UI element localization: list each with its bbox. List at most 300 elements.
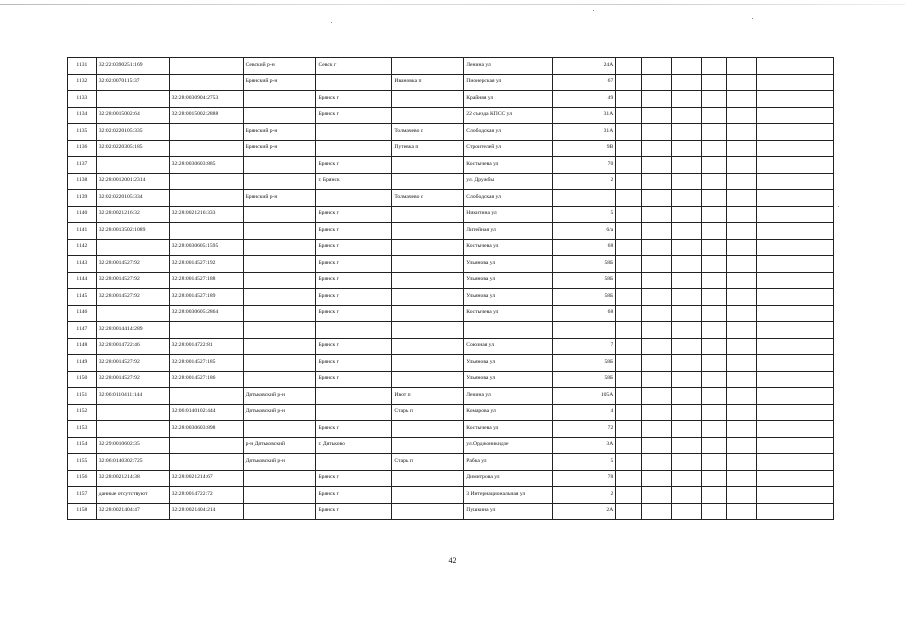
street-cell: Строителей ул <box>464 140 552 157</box>
empty-cell <box>671 107 702 124</box>
city-cell <box>316 322 392 339</box>
empty-cell <box>641 74 671 91</box>
empty-cell <box>727 91 757 108</box>
empty-cell <box>671 157 702 174</box>
empty-cell <box>641 190 671 207</box>
empty-cell <box>756 124 833 141</box>
settlement-cell <box>392 107 464 124</box>
district-cell <box>243 289 316 306</box>
empty-cell <box>671 305 702 322</box>
street-cell: Ульянова ул <box>464 371 552 388</box>
empty-cell <box>616 239 642 256</box>
street-cell <box>464 322 552 339</box>
empty-cell <box>727 355 757 372</box>
empty-cell <box>641 371 671 388</box>
cadastral-number-cell: 32:28:0014722:46 <box>96 338 169 355</box>
registry-table <box>67 57 834 520</box>
empty-cell <box>702 58 727 75</box>
cadastral-number-cell <box>96 239 169 256</box>
settlement-cell: Старь п <box>392 404 464 421</box>
empty-cell <box>641 454 671 471</box>
empty-cell <box>641 338 671 355</box>
empty-cell <box>702 371 727 388</box>
empty-cell <box>702 487 727 504</box>
street-cell: Костычева ул <box>464 421 552 438</box>
table-row <box>68 487 834 504</box>
city-cell <box>316 454 392 471</box>
street-cell: Ульянова ул <box>464 256 552 273</box>
empty-cell <box>671 437 702 454</box>
empty-cell <box>727 322 757 339</box>
settlement-cell <box>392 157 464 174</box>
empty-cell <box>702 74 727 91</box>
district-cell <box>243 206 316 223</box>
cadastral-number-cell: 32:28:0014414:289 <box>96 322 169 339</box>
street-cell: Ленина ул <box>464 388 552 405</box>
empty-cell <box>616 74 642 91</box>
city-cell: Брянск г <box>316 289 392 306</box>
registry-table-body <box>68 58 834 520</box>
empty-cell <box>727 503 757 520</box>
empty-cell <box>702 272 727 289</box>
city-cell: Брянск г <box>316 272 392 289</box>
empty-cell <box>702 256 727 273</box>
row-number-cell: 1131 <box>68 58 97 75</box>
settlement-cell <box>392 305 464 322</box>
building-cadastral-cell: 32:28:0030605:2864 <box>169 305 243 322</box>
city-cell: Брянск г <box>316 256 392 273</box>
district-cell <box>243 239 316 256</box>
scan-speck <box>838 206 839 207</box>
district-cell <box>243 421 316 438</box>
empty-cell <box>641 404 671 421</box>
house-number-cell <box>552 190 616 207</box>
row-number-cell: 1151 <box>68 388 97 405</box>
empty-cell <box>702 338 727 355</box>
cadastral-number-cell: 32:28:0014527:92 <box>96 289 169 306</box>
cadastral-number-cell <box>96 305 169 322</box>
empty-cell <box>727 256 757 273</box>
district-cell: Дятьковский р-н <box>243 388 316 405</box>
row-number-cell: 1150 <box>68 371 97 388</box>
empty-cell <box>727 404 757 421</box>
empty-cell <box>756 404 833 421</box>
building-cadastral-cell: 32:28:0014527:189 <box>169 289 243 306</box>
district-cell <box>243 305 316 322</box>
house-number-cell: 68 <box>552 239 616 256</box>
empty-cell <box>702 355 727 372</box>
empty-cell <box>671 124 702 141</box>
empty-cell <box>756 272 833 289</box>
street-cell: 3 Интернациональная ул <box>464 487 552 504</box>
table-row <box>68 388 834 405</box>
building-cadastral-cell: 32:28:0014527:188 <box>169 272 243 289</box>
empty-cell <box>756 487 833 504</box>
empty-cell <box>616 140 642 157</box>
row-number-cell: 1157 <box>68 487 97 504</box>
table-row <box>68 338 834 355</box>
empty-cell <box>702 388 727 405</box>
street-cell: Рабка ул <box>464 454 552 471</box>
scan-speck <box>593 10 594 11</box>
cadastral-number-cell: 32:29:0010602:35 <box>96 437 169 454</box>
empty-cell <box>756 322 833 339</box>
row-number-cell: 1148 <box>68 338 97 355</box>
house-number-cell <box>552 322 616 339</box>
empty-cell <box>671 322 702 339</box>
street-cell: Костычева ул <box>464 239 552 256</box>
cadastral-number-cell: 32:06:0140302:725 <box>96 454 169 471</box>
table-row <box>68 173 834 190</box>
row-number-cell: 1146 <box>68 305 97 322</box>
empty-cell <box>756 454 833 471</box>
empty-cell <box>641 503 671 520</box>
empty-cell <box>727 223 757 240</box>
table-row <box>68 437 834 454</box>
settlement-cell <box>392 338 464 355</box>
empty-cell <box>702 223 727 240</box>
empty-cell <box>671 140 702 157</box>
empty-cell <box>671 74 702 91</box>
empty-cell <box>727 58 757 75</box>
empty-cell <box>756 91 833 108</box>
cadastral-number-cell: 32:02:0070115:37 <box>96 74 169 91</box>
table-row <box>68 91 834 108</box>
empty-cell <box>671 206 702 223</box>
building-cadastral-cell: 32:28:0014527:185 <box>169 355 243 372</box>
table-row <box>68 503 834 520</box>
empty-cell <box>702 503 727 520</box>
empty-cell <box>671 371 702 388</box>
empty-cell <box>756 58 833 75</box>
table-row <box>68 140 834 157</box>
empty-cell <box>756 206 833 223</box>
city-cell: г. Брянск <box>316 173 392 190</box>
empty-cell <box>702 91 727 108</box>
district-cell <box>243 223 316 240</box>
house-number-cell: 49 <box>552 91 616 108</box>
settlement-cell <box>392 272 464 289</box>
building-cadastral-cell: 32:28:0014722:72 <box>169 487 243 504</box>
building-cadastral-cell <box>169 388 243 405</box>
empty-cell <box>702 421 727 438</box>
district-cell <box>243 487 316 504</box>
district-cell: Брянский р-н <box>243 74 316 91</box>
house-number-cell: 7 <box>552 338 616 355</box>
empty-cell <box>756 289 833 306</box>
empty-cell <box>641 173 671 190</box>
street-cell: Костычева ул <box>464 157 552 174</box>
empty-cell <box>727 107 757 124</box>
building-cadastral-cell <box>169 190 243 207</box>
building-cadastral-cell <box>169 454 243 471</box>
empty-cell <box>756 437 833 454</box>
cadastral-number-cell <box>96 404 169 421</box>
table-row <box>68 272 834 289</box>
row-number-cell: 1142 <box>68 239 97 256</box>
empty-cell <box>727 140 757 157</box>
street-cell: 22 съезда КПСС ул <box>464 107 552 124</box>
house-number-cell: 58Б <box>552 272 616 289</box>
empty-cell <box>616 157 642 174</box>
house-number-cell: 2 <box>552 173 616 190</box>
cadastral-number-cell: 32:28:0014527:92 <box>96 272 169 289</box>
empty-cell <box>616 173 642 190</box>
settlement-cell: Толмачево с <box>392 124 464 141</box>
empty-cell <box>671 421 702 438</box>
city-cell: Брянск г <box>316 223 392 240</box>
empty-cell <box>756 223 833 240</box>
settlement-cell: Ивановка п <box>392 74 464 91</box>
building-cadastral-cell <box>169 74 243 91</box>
scan-edge-line <box>0 4 905 5</box>
empty-cell <box>727 272 757 289</box>
house-number-cell: 72 <box>552 421 616 438</box>
building-cadastral-cell: 32:06:0140102:444 <box>169 404 243 421</box>
table-row <box>68 256 834 273</box>
settlement-cell <box>392 91 464 108</box>
city-cell <box>316 140 392 157</box>
house-number-cell: 58Б <box>552 289 616 306</box>
street-cell: ул.Орджоникидзе <box>464 437 552 454</box>
house-number-cell: 2 <box>552 487 616 504</box>
empty-cell <box>727 437 757 454</box>
row-number-cell: 1134 <box>68 107 97 124</box>
empty-cell <box>641 355 671 372</box>
building-cadastral-cell: 32:28:0014527:186 <box>169 371 243 388</box>
empty-cell <box>671 338 702 355</box>
city-cell: Брянск г <box>316 371 392 388</box>
empty-cell <box>756 256 833 273</box>
row-number-cell: 1156 <box>68 470 97 487</box>
cadastral-number-cell: 32:28:0021214:38 <box>96 470 169 487</box>
empty-cell <box>616 223 642 240</box>
settlement-cell <box>392 470 464 487</box>
empty-cell <box>727 388 757 405</box>
table-row <box>68 454 834 471</box>
empty-cell <box>641 421 671 438</box>
empty-cell <box>671 223 702 240</box>
empty-cell <box>671 487 702 504</box>
empty-cell <box>702 206 727 223</box>
empty-cell <box>756 157 833 174</box>
empty-cell <box>641 157 671 174</box>
building-cadastral-cell: 32:28:0021214:67 <box>169 470 243 487</box>
empty-cell <box>616 305 642 322</box>
house-number-cell: 3А <box>552 437 616 454</box>
settlement-cell: Старь п <box>392 454 464 471</box>
settlement-cell <box>392 322 464 339</box>
row-number-cell: 1136 <box>68 140 97 157</box>
house-number-cell: 105А <box>552 388 616 405</box>
empty-cell <box>616 454 642 471</box>
building-cadastral-cell: 32:28:0014722:81 <box>169 338 243 355</box>
empty-cell <box>727 289 757 306</box>
settlement-cell: Путевка п <box>392 140 464 157</box>
empty-cell <box>616 107 642 124</box>
empty-cell <box>702 157 727 174</box>
empty-cell <box>641 91 671 108</box>
empty-cell <box>671 91 702 108</box>
table-row <box>68 206 834 223</box>
settlement-cell <box>392 289 464 306</box>
building-cadastral-cell <box>169 322 243 339</box>
building-cadastral-cell: 32:28:0030603:885 <box>169 157 243 174</box>
empty-cell <box>727 470 757 487</box>
empty-cell <box>671 239 702 256</box>
house-number-cell: 70 <box>552 157 616 174</box>
table-row <box>68 124 834 141</box>
empty-cell <box>641 437 671 454</box>
cadastral-number-cell <box>96 91 169 108</box>
building-cadastral-cell: 32:28:0030603:898 <box>169 421 243 438</box>
empty-cell <box>727 338 757 355</box>
empty-cell <box>671 289 702 306</box>
building-cadastral-cell <box>169 140 243 157</box>
district-cell: Брянский р-н <box>243 124 316 141</box>
house-number-cell: 31А <box>552 107 616 124</box>
empty-cell <box>756 470 833 487</box>
street-cell: Союзная ул <box>464 338 552 355</box>
settlement-cell <box>392 58 464 75</box>
table-row <box>68 58 834 75</box>
settlement-cell <box>392 223 464 240</box>
building-cadastral-cell <box>169 58 243 75</box>
page-number: 42 <box>448 556 457 565</box>
empty-cell <box>756 107 833 124</box>
empty-cell <box>727 157 757 174</box>
district-cell <box>243 173 316 190</box>
empty-cell <box>616 322 642 339</box>
district-cell <box>243 256 316 273</box>
city-cell: Брянск г <box>316 338 392 355</box>
cadastral-number-cell: 32:28:0014527:92 <box>96 256 169 273</box>
street-cell: Слободская ул <box>464 124 552 141</box>
empty-cell <box>616 124 642 141</box>
settlement-cell <box>392 239 464 256</box>
street-cell: Пушкина ул <box>464 503 552 520</box>
empty-cell <box>641 107 671 124</box>
district-cell <box>243 272 316 289</box>
district-cell: Брянский р-н <box>243 190 316 207</box>
empty-cell <box>616 437 642 454</box>
empty-cell <box>671 355 702 372</box>
table-row <box>68 190 834 207</box>
building-cadastral-cell <box>169 173 243 190</box>
settlement-cell <box>392 173 464 190</box>
settlement-cell <box>392 503 464 520</box>
district-cell <box>243 322 316 339</box>
cadastral-number-cell: 32:28:0013502:1089 <box>96 223 169 240</box>
city-cell: Брянск г <box>316 355 392 372</box>
cadastral-number-cell: 32:02:0220105:335 <box>96 124 169 141</box>
district-cell: Севский р-н <box>243 58 316 75</box>
empty-cell <box>616 272 642 289</box>
empty-cell <box>702 173 727 190</box>
empty-cell <box>641 239 671 256</box>
street-cell: Ленина ул <box>464 58 552 75</box>
empty-cell <box>756 371 833 388</box>
settlement-cell <box>392 206 464 223</box>
empty-cell <box>671 454 702 471</box>
city-cell: Брянск г <box>316 91 392 108</box>
empty-cell <box>616 338 642 355</box>
empty-cell <box>702 404 727 421</box>
empty-cell <box>727 74 757 91</box>
street-cell: Комарова ул <box>464 404 552 421</box>
settlement-cell <box>392 355 464 372</box>
empty-cell <box>641 470 671 487</box>
building-cadastral-cell <box>169 223 243 240</box>
district-cell <box>243 107 316 124</box>
table-row <box>68 74 834 91</box>
row-number-cell: 1149 <box>68 355 97 372</box>
table-row <box>68 421 834 438</box>
row-number-cell: 1144 <box>68 272 97 289</box>
city-cell: Брянск г <box>316 503 392 520</box>
street-cell: Димитрова ул <box>464 470 552 487</box>
table-row <box>68 289 834 306</box>
city-cell: Севск г <box>316 58 392 75</box>
house-number-cell: 24А <box>552 58 616 75</box>
empty-cell <box>616 503 642 520</box>
empty-cell <box>671 470 702 487</box>
row-number-cell: 1141 <box>68 223 97 240</box>
row-number-cell: 1152 <box>68 404 97 421</box>
row-number-cell: 1139 <box>68 190 97 207</box>
district-cell: Дятьковский р-н <box>243 454 316 471</box>
district-cell <box>243 157 316 174</box>
empty-cell <box>616 371 642 388</box>
district-cell <box>243 503 316 520</box>
empty-cell <box>616 256 642 273</box>
settlement-cell <box>392 371 464 388</box>
empty-cell <box>702 470 727 487</box>
district-cell <box>243 470 316 487</box>
empty-cell <box>756 421 833 438</box>
table-row <box>68 371 834 388</box>
cadastral-number-cell <box>96 157 169 174</box>
empty-cell <box>671 404 702 421</box>
empty-cell <box>756 140 833 157</box>
empty-cell <box>616 421 642 438</box>
settlement-cell <box>392 421 464 438</box>
empty-cell <box>616 206 642 223</box>
district-cell <box>243 355 316 372</box>
row-number-cell: 1145 <box>68 289 97 306</box>
row-number-cell: 1147 <box>68 322 97 339</box>
empty-cell <box>616 91 642 108</box>
empty-cell <box>756 355 833 372</box>
empty-cell <box>616 487 642 504</box>
empty-cell <box>641 58 671 75</box>
city-cell: Брянск г <box>316 107 392 124</box>
street-cell: Литейная ул <box>464 223 552 240</box>
row-number-cell: 1140 <box>68 206 97 223</box>
settlement-cell <box>392 256 464 273</box>
house-number-cell: 78 <box>552 470 616 487</box>
cadastral-number-cell: 32:06:0110411:144 <box>96 388 169 405</box>
city-cell: г. Дятьково <box>316 437 392 454</box>
empty-cell <box>727 206 757 223</box>
empty-cell <box>671 272 702 289</box>
district-cell: Брянский р-н <box>243 140 316 157</box>
empty-cell <box>641 140 671 157</box>
empty-cell <box>616 388 642 405</box>
cadastral-number-cell: 32:28:0012001:2314 <box>96 173 169 190</box>
building-cadastral-cell <box>169 437 243 454</box>
empty-cell <box>616 404 642 421</box>
